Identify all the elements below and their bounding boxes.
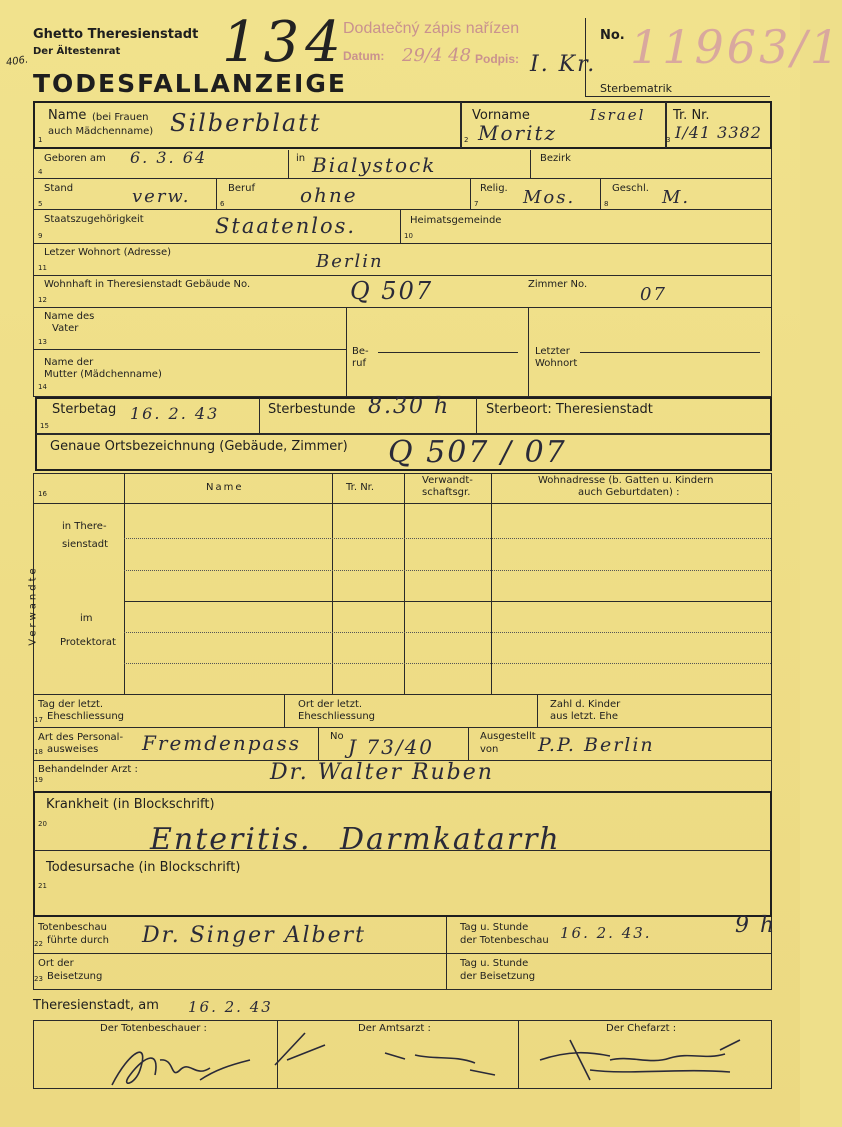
beisetzung-ort-label-2: Beisetzung <box>47 971 103 982</box>
signature-totenbeschauer <box>100 1030 260 1092</box>
trnr-label: Tr. Nr. <box>673 108 710 123</box>
in-there-label-2: sienstadt <box>62 539 109 550</box>
mutter-label-2: Mutter (Mädchenname) <box>44 369 162 380</box>
beisetzung-tag-label: Tag u. Stunde <box>460 958 529 969</box>
protektorat-label: Protektorat <box>60 637 116 648</box>
ausweis-no-label: No <box>330 731 344 742</box>
staat-value: Staatenlos. <box>215 214 357 238</box>
name-label: Name <box>48 108 87 123</box>
geschl-value: M. <box>662 187 691 208</box>
mutter-label: Name der <box>44 357 94 368</box>
born-label: Geboren am <box>44 153 106 164</box>
arzt-value: Dr. Walter Ruben <box>270 760 494 785</box>
stamp-datum-value: 29/4 48 <box>402 45 472 66</box>
zimmer-value: 07 <box>640 284 667 305</box>
beschau-tag-label-2: der Totenbeschau <box>460 935 549 946</box>
trnr-value: I/41 3382 <box>675 123 762 142</box>
col-verw-header: Verwandt- <box>422 475 473 486</box>
vorname-value: Moritz <box>478 121 558 145</box>
totenbeschau-value: Dr. Singer Albert <box>142 923 366 948</box>
in-there-label: in There- <box>62 521 107 532</box>
ehe-ort-label-2: Eheschliessung <box>298 711 376 722</box>
wohnort-label: Letzer Wohnort (Adresse) <box>44 247 172 258</box>
stamp-podpis-value: I. Kr. <box>530 52 597 77</box>
beisetzung-tag-label-2: der Beisetzung <box>460 971 536 982</box>
beschau-time-value: 9 h <box>735 913 777 938</box>
stand-value: verw. <box>132 186 191 207</box>
stand-label: Stand <box>44 183 74 194</box>
col-verw-header-2: schaftsgr. <box>422 487 471 498</box>
ehe-tag-label: Tag der letzt. <box>38 699 104 710</box>
eltern-wohnort-label-2: Wohnort <box>535 358 578 369</box>
case-number: 134 <box>222 10 347 75</box>
ausgestellt-value: P.P. Berlin <box>538 734 655 756</box>
ausweis-value: Fremdenpass <box>142 731 302 755</box>
sterbestunde-value: 8.30 h <box>368 394 451 419</box>
sig-totenbeschauer-label: Der Totenbeschauer : <box>100 1023 207 1034</box>
ausweis-label-2: ausweises <box>47 744 99 755</box>
beschau-tag-label: Tag u. Stunde <box>460 922 529 933</box>
gebaeude-value: Q 507 <box>350 277 434 305</box>
in-label: in <box>296 153 306 164</box>
gebaeude-label: Wohnhaft in Theresienstadt Gebäude No. <box>44 279 251 290</box>
vater-label: Name des <box>44 311 95 322</box>
name-section <box>33 101 772 149</box>
col-trnr-header: Tr. Nr. <box>346 482 375 493</box>
relig-value: Mos. <box>523 187 576 208</box>
ortsbez-label: Genaue Ortsbezeichnung (Gebäude, Zimmer) <box>50 439 348 454</box>
sterbeort-label: Sterbeort: Theresienstadt <box>486 402 653 417</box>
no-label: No. <box>600 28 625 43</box>
eltern-beruf-label: Be- <box>352 346 369 357</box>
beisetzung-ort-label: Ort der <box>38 958 74 969</box>
staat-label: Staatszugehörigkeit <box>44 214 144 225</box>
ausweis-no-value: J 73/40 <box>348 735 435 759</box>
ausweis-label: Art des Personal- <box>38 732 124 743</box>
corner-note: 406. <box>5 54 29 69</box>
place-label: Theresienstadt, am <box>33 998 159 1013</box>
register-number: 11963/1 <box>630 20 842 74</box>
birthplace-value: Bialystock <box>312 153 437 177</box>
krankheit-value: Enteritis. <box>150 822 312 857</box>
org-subname: Der Ältestenrat <box>33 46 121 57</box>
name-sublabel: (bei Frauen <box>92 112 149 123</box>
beruf-label: Beruf <box>228 183 255 194</box>
ehe-ort-label: Ort der letzt. <box>298 699 363 710</box>
totenbeschau-label-2: führte durch <box>47 935 109 946</box>
sterbestunde-label: Sterbestunde <box>268 402 356 417</box>
col-wohn-header: Wohnadresse (b. Gatten u. Kindern <box>538 475 714 486</box>
name-sublabel-2: auch Mädchenname) <box>48 126 154 137</box>
register-label: Sterbematrik <box>600 82 673 95</box>
stamp-datum-label: Datum: <box>343 49 385 63</box>
ortsbez-value: Q 507 / 07 <box>388 435 567 470</box>
stamp-podpis-label: Podpis: <box>475 52 519 66</box>
eltern-beruf-label-2: ruf <box>352 358 366 369</box>
arzt-label: Behandelnder Arzt : <box>38 764 138 775</box>
place-date: 16. 2. 43 <box>188 998 273 1016</box>
totenbeschau-label: Totenbeschau <box>38 922 107 933</box>
sig-chefarzt-label: Der Chefarzt : <box>606 1023 677 1034</box>
wohnort-value: Berlin <box>316 251 384 272</box>
kinder-label: Zahl d. Kinder <box>550 699 621 710</box>
krankheit-label: Krankheit (in Blockschrift) <box>46 797 215 812</box>
zimmer-label: Zimmer No. <box>528 279 588 290</box>
stamp-line: Dodatečný zápis nařízen <box>343 20 520 37</box>
sig-amtsarzt-label: Der Amtsarzt : <box>358 1023 431 1034</box>
death-notice-form: Ghetto Theresienstadt Der Ältestenrat 406. TODESFALLANZEIGE 134 Dodatečný zápis nařízen Datum: 29/4 48 Podpis: I. Kr. No. 11963/1 Sterbematrik Name (bei Frauen auch Mädchenname) 1 Silberblatt Vorname Israel 2 Moritz Tr. Nr. 3 I/41 3382 Geboren am 4 6. 3. 64 in Bialystock Bezirk Stand 5 verw. Beruf 6 ohne Relig. 7 Mos. Geschl. 8 M. Staatszugehörigkeit 9 Staatenlos. Heimatsgemeinde 10 Letzer Wohnort (Adresse) 11 Berlin Wohnhaft in Theresienstadt Gebäude No. 12 Q 507 Zimmer No. 07 Name des Vater 13 Name der Mutter (Mädchenname) 14 Be- ruf Letzter Wohnort Sterbetag 15 16. 2. 43 Sterbestunde 8.30 h Sterbeort: Theresienstadt Genaue Ortsbezeichnung (Gebäude, Zimmer) Q 507 / 07 16 Name Tr. Nr. Verwandt- schaftsgr. Wohnadresse (b. Gatten u. Kindern auch Geburtdaten) : Verwandte in There- sienstadt im Protektorat Tag der letzt. 17 Eheschliessung Ort der letzt. Eheschliessung Zahl d. Kinder aus letzt. Ehe Art des Personal- 18 ausweises Fremdenpass No J 73/40 Ausgestellt von P.P. Berlin Behandelnder Arzt : 19 Dr. Walter Ruben Krankheit (in Blockschrift) 20 Enteritis. Darmkatarrh Todesursache (in Blockschrift) 21 Totenbeschau 22 führte durch Dr. Singer Albert Tag u. Stunde der Totenbeschau 16. 2. 43. 9 h Ort der 23 Beisetzung Tag u. Stunde der Beisetzung Theresienstadt, am 16. 2. 43 Der Totenbeschauer : Der Amtsarzt : Der Chefarzt : <box>0 0 800 1127</box>
beschau-tag-value: 16. 2. 43. <box>560 924 652 942</box>
relig-label: Relig. <box>480 183 508 194</box>
geschl-label: Geschl. <box>612 183 649 194</box>
bezirk-label: Bezirk <box>540 153 571 164</box>
col-name-header: Name <box>206 482 244 493</box>
org-name: Ghetto Theresienstadt <box>33 27 199 42</box>
heimat-label: Heimatsgemeinde <box>410 215 502 226</box>
ausgestellt-label: Ausgestellt <box>480 731 536 742</box>
beruf-value: ohne <box>300 183 358 207</box>
vorname-extra: Israel <box>590 106 646 124</box>
krankheit-value-2: Darmkatarrh <box>340 822 561 857</box>
born-value: 6. 3. 64 <box>130 148 208 167</box>
signature-chefarzt <box>530 1030 760 1090</box>
relatives-side-label: Verwandte <box>27 565 39 646</box>
sterbetag-label: Sterbetag <box>52 402 117 417</box>
vater-label-2: Vater <box>52 323 79 334</box>
col-wohn-header-2: auch Geburtdaten) : <box>578 487 680 498</box>
vorname-label: Vorname <box>472 108 530 123</box>
eltern-wohnort-label: Letzter <box>535 346 570 357</box>
ausgestellt-label-2: von <box>480 744 499 755</box>
ehe-tag-label-2: Eheschliessung <box>47 711 125 722</box>
name-value: Silberblatt <box>170 109 322 137</box>
im-label: im <box>80 613 93 624</box>
signature-amtsarzt <box>265 1025 515 1085</box>
form-title: TODESFALLANZEIGE <box>33 69 347 98</box>
ursache-label: Todesursache (in Blockschrift) <box>46 860 241 875</box>
sterbetag-value: 16. 2. 43 <box>130 404 220 423</box>
kinder-label-2: aus letzt. Ehe <box>550 711 619 722</box>
